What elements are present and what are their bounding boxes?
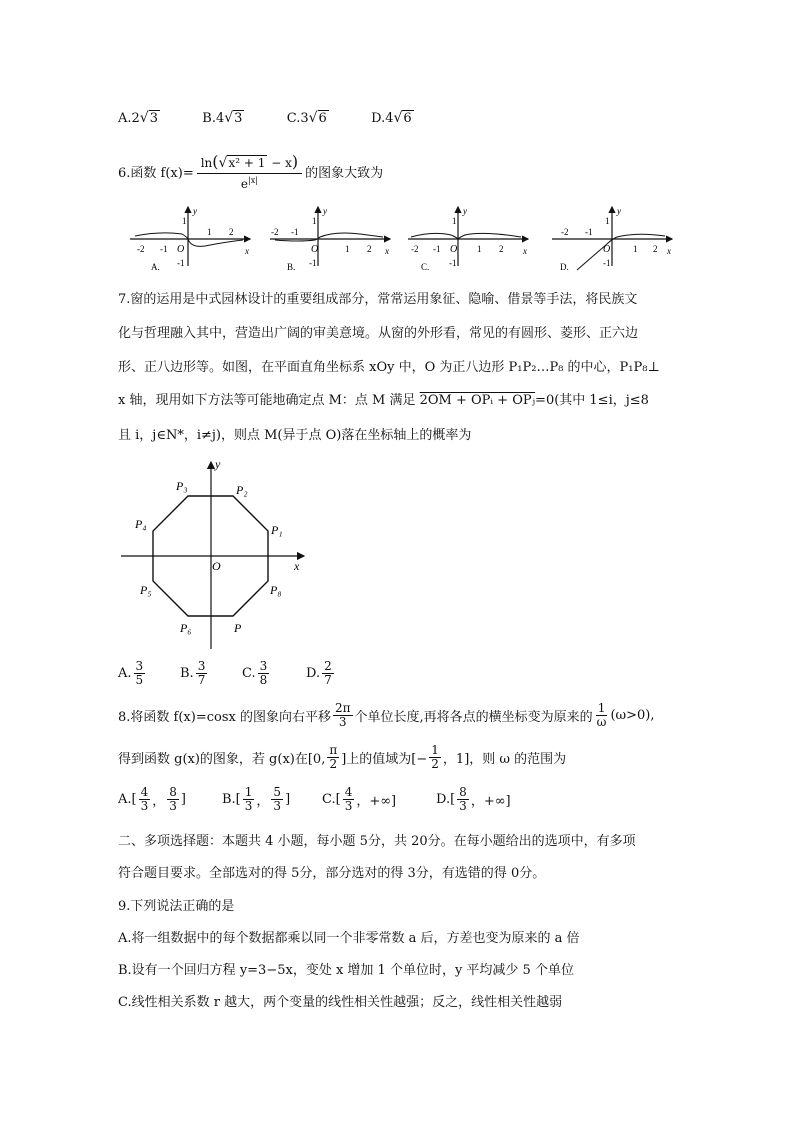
label-p2: P₂	[236, 483, 248, 497]
graph-c[interactable]	[408, 206, 528, 272]
svg-text:y: y	[463, 206, 467, 216]
q8-option-c: C.[ $\frac{4}{3}$ ，+∞]	[322, 785, 397, 813]
graph-b-label: B.	[287, 262, 296, 272]
graph-d[interactable]	[552, 206, 672, 272]
q8-line-2: 得到函数 g(x)的图象，若 g(x)在[0, $\frac{\pi}{2}$ ]上的值域为[− $\frac{1}{2}$ ，1]，则 ω 的范围为	[118, 743, 567, 771]
label-origin: O	[212, 559, 221, 573]
svg-text:1: 1	[207, 227, 212, 237]
q5-option-d: D.4√6	[371, 110, 412, 126]
q9-stem: 9.下列说法正确的是	[118, 899, 235, 914]
svg-text:x: x	[385, 246, 389, 256]
q8-option-a: A.[ $\frac{4}{3}$ ， $\frac{8}{3}$ ]	[118, 785, 186, 813]
svg-text:-1: -1	[291, 227, 299, 237]
svg-text:-1: -1	[449, 258, 457, 268]
svg-text:2: 2	[367, 244, 372, 254]
q6-stem: 6.函数 f(x)= $\frac{\text{ln(√x² + 1 − x)}}{e^{|x|}}$ 的图象大致为	[118, 152, 384, 191]
label-p6: P₆	[180, 621, 192, 635]
q7-option-d: D. $\frac{2}{7}$	[306, 659, 332, 687]
label-y: y	[215, 457, 221, 471]
q7-option-a: A. $\frac{3}{5}$	[118, 659, 144, 687]
graph-b[interactable]	[270, 206, 390, 272]
svg-text:-2: -2	[561, 227, 569, 237]
svg-text:y: y	[193, 206, 197, 216]
label-x: x	[294, 559, 300, 573]
section2-line-2: 符合题目要求。全部选对的得 5分，部分选对的得 3分，有选错的得 0分。	[118, 866, 546, 881]
graph-a-label: A.	[151, 262, 160, 272]
q5-options	[118, 110, 414, 126]
svg-text:-1: -1	[160, 244, 168, 254]
svg-text:1: 1	[477, 244, 482, 254]
svg-text:1: 1	[452, 216, 457, 226]
svg-text:-1: -1	[585, 227, 593, 237]
q7-vector-equation: 2OM + OPᵢ + OPⱼ	[419, 393, 536, 408]
q5-option-c: C.3√6	[286, 110, 327, 126]
q9-option-c: C.线性相关系数 r 越大，两个变量的线性相关性越强；反之，线性相关性越弱	[118, 995, 563, 1010]
svg-text:-1: -1	[603, 258, 611, 268]
svg-text:1: 1	[345, 244, 350, 254]
q7-line-1: 7.窗的运用是中式园林设计的重要组成部分，常常运用象征、隐喻、借景等手法，将民族文	[118, 292, 638, 307]
graph-d-label: D.	[560, 262, 569, 272]
label-p3: P₃	[176, 479, 188, 493]
svg-text:1: 1	[633, 244, 638, 254]
svg-text:x: x	[667, 246, 671, 256]
q7-option-c: C. $\frac{3}{8}$	[242, 659, 268, 687]
svg-text:-2: -2	[271, 227, 279, 237]
svg-text:y: y	[617, 206, 621, 216]
q7-line-3: 形、正八边形等。如图，在平面直角坐标系 xOy 中，O 为正八边形 P₁P₂…P₈ 的中心，P₁P₈⊥	[118, 360, 660, 375]
q7-option-b: B. $\frac{3}{7}$	[180, 659, 206, 687]
svg-text:-1: -1	[177, 258, 185, 268]
q8-option-b: B.[ $\frac{1}{3}$ ， $\frac{5}{3}$ ]	[222, 785, 291, 813]
svg-text:O: O	[603, 244, 611, 255]
svg-text:-2: -2	[137, 244, 145, 254]
label-p1: P₁	[271, 523, 283, 537]
label-p7: P	[234, 621, 242, 635]
q5-option-b: B.4√3	[202, 110, 243, 126]
q8-line-1: 8.将函数 f(x)=cosx 的图象向右平移 $\frac{2\pi}{3}$ 个单位长度,再将各点的横坐标变为原来的 $\frac{1}{\omega}$ (ω>0),	[118, 701, 655, 729]
svg-text:2: 2	[229, 227, 234, 237]
q8-options	[118, 786, 511, 812]
label-p4: P₄	[135, 517, 147, 531]
svg-text:1: 1	[312, 216, 317, 226]
graph-c-label: C.	[421, 262, 430, 272]
svg-text:x: x	[245, 246, 249, 256]
label-p5: P₅	[140, 583, 152, 597]
svg-text:1: 1	[182, 216, 187, 226]
svg-text:O: O	[450, 244, 458, 255]
section2-line-1: 二、多项选择题：本题共 4 小题，每小题 5分，共 20分。在每小题给出的选项中，有多项	[118, 834, 636, 849]
q7-line-2: 化与哲理融入其中，营造出广阔的审美意境。从窗的外形看，常见的有圆形、菱形、正六边	[118, 326, 639, 341]
svg-text:-1: -1	[309, 258, 317, 268]
graph-a[interactable]	[130, 206, 250, 272]
svg-text:y: y	[323, 206, 327, 216]
svg-text:O: O	[311, 244, 319, 255]
octagon-figure	[118, 456, 318, 652]
svg-text:-1: -1	[433, 244, 441, 254]
svg-text:x: x	[523, 246, 527, 256]
q8-option-d: D.[ $\frac{8}{3}$ ，+∞]	[436, 785, 511, 813]
svg-text:2: 2	[653, 244, 658, 254]
svg-text:O: O	[177, 244, 185, 255]
q9-option-a: A.将一组数据中的每个数据都乘以同一个非零常数 a 后，方差也变为原来的 a 倍	[118, 931, 580, 946]
svg-text:1: 1	[605, 216, 610, 226]
q7-options	[118, 660, 336, 686]
svg-text:2: 2	[499, 244, 504, 254]
q6-graphs	[125, 204, 670, 274]
q9-option-b: B.设有一个回归方程 y=3−5x，变处 x 增加 1 个单位时，y 平均减少 5 个单位	[118, 963, 574, 978]
q7-line-5: 且 i，j∈N*，i≠j)，则点 M(异于点 O)落在坐标轴上的概率为	[118, 428, 472, 443]
q5-option-a: A.2√3	[118, 110, 158, 126]
svg-text:-2: -2	[411, 244, 419, 254]
label-p8: P₈	[270, 583, 282, 597]
q7-line-4: x 轴，现用如下方法等可能地确定点 M：点 M 满足 2OM + OPᵢ + OPⱼ=0(其中 1≤i，j≤8	[118, 393, 649, 408]
